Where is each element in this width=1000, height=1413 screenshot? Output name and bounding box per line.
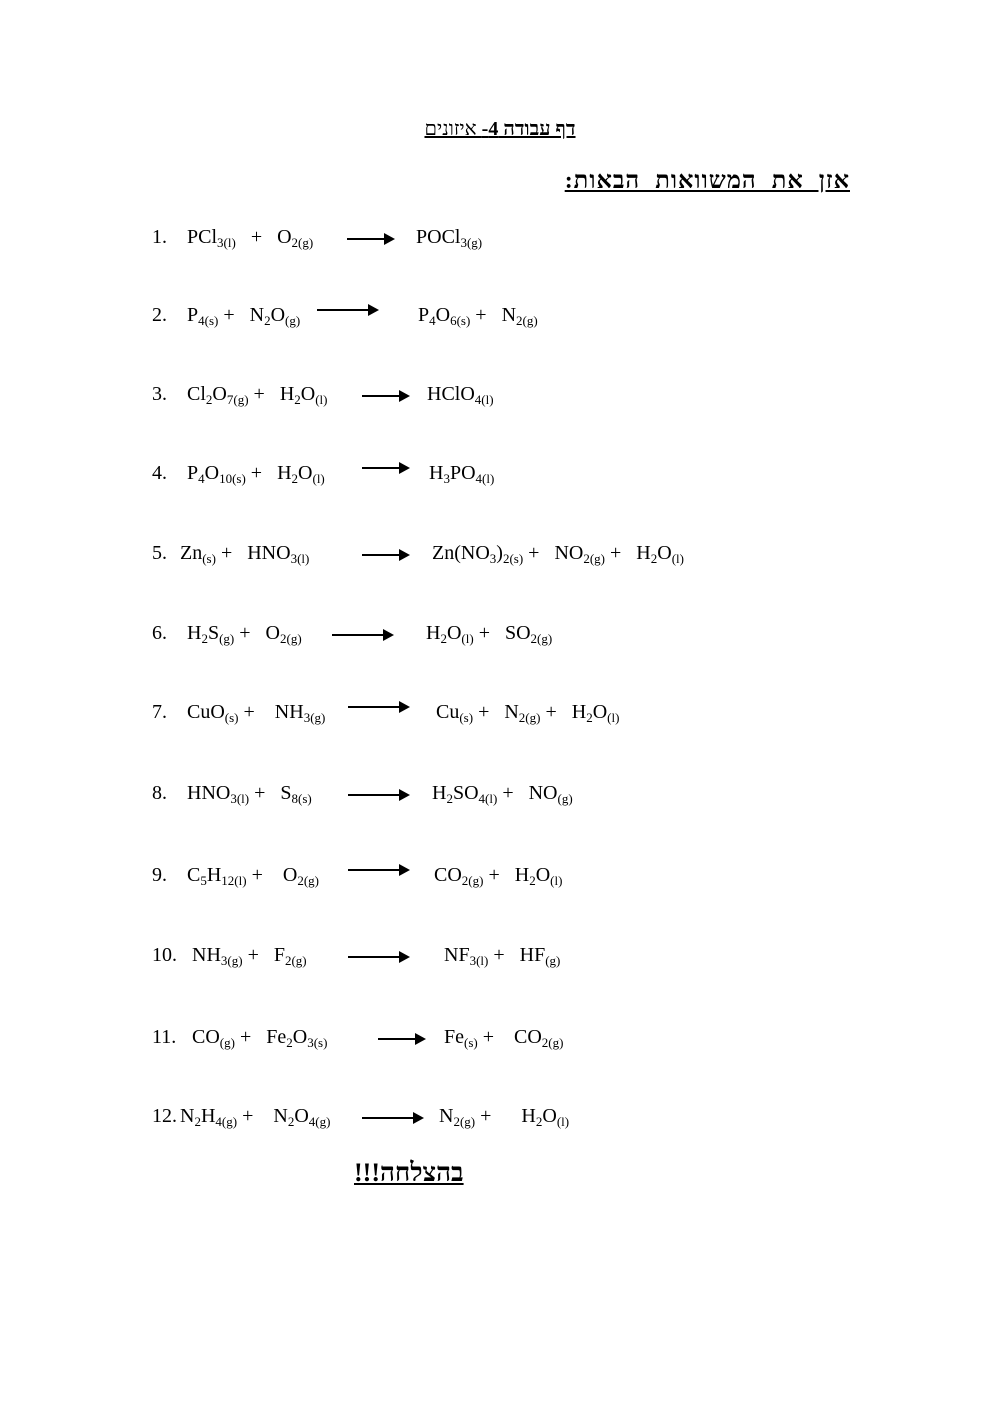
reactant-subscript: 3(g) xyxy=(220,953,243,968)
product-subscript: 6(s) xyxy=(450,313,471,328)
product-subscript: 2(g) xyxy=(518,710,541,725)
equation-line xyxy=(152,1105,852,1139)
product-subscript: 2(g) xyxy=(516,313,538,328)
equation-line xyxy=(152,304,852,338)
equation-number: 10. xyxy=(152,944,177,966)
equation-line xyxy=(152,701,852,735)
reactant-subscript: 3(l) xyxy=(217,235,236,250)
reaction-arrow-icon xyxy=(378,1038,424,1040)
reactant-plus-sign: + xyxy=(235,226,278,248)
reactants xyxy=(192,944,307,967)
reactant-formula-part: N xyxy=(249,304,265,326)
product-subscript: (l) xyxy=(671,551,684,566)
reactants xyxy=(187,701,325,724)
reaction-arrow-icon xyxy=(362,1117,422,1119)
product-plus-sign: + xyxy=(605,542,637,564)
equation-number: 7. xyxy=(152,701,167,723)
reactants xyxy=(192,1026,327,1049)
reactant-subscript: 2 xyxy=(291,471,299,486)
equation-line xyxy=(152,226,852,260)
product-subscript: 3 xyxy=(443,471,450,486)
product-subscript: (s) xyxy=(464,1035,478,1050)
product-plus-sign: + xyxy=(488,944,520,966)
product-subscript: 4(l) xyxy=(475,471,495,486)
reactant-plus-sign: + xyxy=(218,304,250,326)
reactant-subscript: 2(g) xyxy=(284,953,307,968)
product-formula-part: O xyxy=(435,304,451,326)
reactant-subscript: 12(l) xyxy=(221,873,247,888)
reactants xyxy=(187,383,328,406)
reactant-subscript: 2(g) xyxy=(279,631,302,646)
reactant-formula-part: P xyxy=(187,462,199,484)
reactant-formula-part: CO xyxy=(192,1026,220,1048)
equation-line xyxy=(152,864,852,898)
product-plus-sign: + xyxy=(477,1026,514,1048)
product-formula-part: Zn(NO xyxy=(432,542,490,564)
products xyxy=(444,1026,563,1049)
products xyxy=(436,701,619,724)
reactant-plus-sign: + xyxy=(238,701,275,723)
reactant-formula-part: O xyxy=(204,462,220,484)
product-plus-sign: + xyxy=(475,1105,522,1127)
product-subscript: 2 xyxy=(446,791,453,806)
equation-number: 5. xyxy=(152,542,167,564)
reactant-formula-part: Cl xyxy=(187,383,206,405)
reactant-formula-part: P xyxy=(187,304,199,326)
reactant-formula-part: S xyxy=(280,782,292,804)
product-subscript: (g) xyxy=(545,953,561,968)
reactant-subscript: 3(l) xyxy=(290,551,310,566)
reactant-subscript: 3(s) xyxy=(307,1035,328,1050)
reactant-subscript: 2 xyxy=(205,392,213,407)
reactant-formula-part: C xyxy=(187,864,201,886)
product-subscript: (l) xyxy=(461,631,474,646)
product-formula-part: Fe xyxy=(444,1026,464,1048)
equation-line xyxy=(152,1026,852,1060)
product-plus-sign: + xyxy=(473,701,505,723)
product-formula-part: O xyxy=(535,864,551,886)
equation-line xyxy=(152,622,852,656)
product-formula-part: H xyxy=(426,622,441,644)
reactant-subscript: 2 xyxy=(264,313,271,328)
reactant-subscript: 4(g) xyxy=(215,1114,238,1129)
title-bold: דף עבודה 4- xyxy=(481,118,576,140)
product-subscript: 2 xyxy=(535,1114,543,1129)
reactant-subscript: (g) xyxy=(219,1035,235,1050)
reactant-subscript: 2 xyxy=(294,392,301,407)
product-formula-part: HClO xyxy=(427,383,475,405)
product-formula-part: H xyxy=(521,1105,536,1127)
product-subscript: 3(g) xyxy=(460,235,483,250)
product-subscript: 2(g) xyxy=(541,1035,564,1050)
reactant-subscript: 2 xyxy=(287,1114,295,1129)
product-plus-sign: + xyxy=(473,622,505,644)
reactant-subscript: 4 xyxy=(198,471,205,486)
reactant-formula-part: F xyxy=(273,944,285,966)
reactant-formula-part: S xyxy=(207,622,220,644)
product-formula-part: ) xyxy=(496,542,503,564)
reactant-plus-sign: + xyxy=(234,622,266,644)
product-formula-part: HF xyxy=(519,944,546,966)
reactants xyxy=(180,542,309,565)
reaction-arrow-icon xyxy=(347,238,393,240)
reactant-formula-part: O xyxy=(277,226,292,248)
reactant-subscript: 2 xyxy=(201,631,208,646)
reaction-arrow-icon xyxy=(348,794,408,796)
product-subscript: 2(g) xyxy=(453,1114,476,1129)
reactant-subscript: 2(g) xyxy=(297,873,319,888)
product-formula-part: N xyxy=(501,304,517,326)
reactant-subscript: (s) xyxy=(202,551,216,566)
product-formula-part: O xyxy=(542,1105,557,1127)
reactant-subscript: (s) xyxy=(224,710,239,725)
product-subscript: 2(g) xyxy=(583,551,605,566)
products xyxy=(434,864,562,887)
reactants xyxy=(187,782,312,805)
reactants xyxy=(187,226,313,249)
equation-line xyxy=(152,782,852,816)
reactant-formula-part: O xyxy=(282,864,298,886)
reactant-formula-part: O xyxy=(294,1105,309,1127)
reactant-formula-part: NH xyxy=(274,701,304,723)
reaction-arrow-icon xyxy=(362,395,408,397)
reactants xyxy=(180,1105,330,1128)
product-formula-part: NF xyxy=(444,944,470,966)
reactant-plus-sign: + xyxy=(249,782,281,804)
product-subscript: 3(l) xyxy=(469,953,489,968)
reactant-formula-part: O xyxy=(212,383,227,405)
reactant-formula-part: H xyxy=(187,622,202,644)
instructions-heading: אזן את המשוואות הבאות: xyxy=(564,168,850,194)
product-formula-part: P xyxy=(418,304,430,326)
reactant-formula-part: Fe xyxy=(266,1026,287,1048)
equation-line xyxy=(152,462,852,496)
product-formula-part: N xyxy=(504,701,519,723)
equation-number: 11. xyxy=(152,1026,177,1048)
worksheet-title xyxy=(0,118,1000,141)
reactant-subscript: 5 xyxy=(200,873,207,888)
reactant-formula-part: O xyxy=(265,622,280,644)
product-formula-part: NO xyxy=(554,542,584,564)
product-formula-part: POCl xyxy=(416,226,461,248)
product-formula-part: H xyxy=(429,462,444,484)
good-luck-footer: בהצלחה!!! xyxy=(354,1158,464,1187)
product-subscript: (l) xyxy=(607,710,620,725)
reactant-formula-part: H xyxy=(200,1105,216,1127)
equation-number: 12. xyxy=(152,1105,177,1127)
reactant-subscript: 2(g) xyxy=(291,235,314,250)
reactant-formula-part: H xyxy=(206,864,222,886)
product-plus-sign: + xyxy=(540,701,572,723)
reactant-plus-sign: + xyxy=(245,462,278,484)
reactant-subscript: 4(g) xyxy=(308,1114,331,1129)
reaction-arrow-icon xyxy=(362,467,408,469)
reactant-subscript: (l) xyxy=(312,471,325,486)
equation-number: 3. xyxy=(152,383,167,405)
reactants xyxy=(187,462,325,485)
equation-number: 1. xyxy=(152,226,167,248)
products xyxy=(444,944,560,967)
products xyxy=(427,383,494,406)
reaction-arrow-icon xyxy=(362,554,408,556)
reactants xyxy=(187,864,319,887)
product-subscript: 2 xyxy=(650,551,658,566)
reactant-subscript: (l) xyxy=(315,392,328,407)
product-formula-part: H xyxy=(636,542,651,564)
reactant-formula-part: N xyxy=(273,1105,288,1127)
product-formula-part: NO xyxy=(528,782,558,804)
product-subscript: 4 xyxy=(429,313,436,328)
reactant-subscript: 4(s) xyxy=(198,313,219,328)
equation-number: 6. xyxy=(152,622,167,644)
reaction-arrow-icon xyxy=(332,634,392,636)
reactant-subscript: 7(g) xyxy=(226,392,249,407)
reactant-subscript: 3(g) xyxy=(303,710,326,725)
reactant-subscript: 10(s) xyxy=(219,471,246,486)
product-plus-sign: + xyxy=(483,864,515,886)
reactant-plus-sign: + xyxy=(248,383,280,405)
reactant-formula-part: CuO xyxy=(187,701,225,723)
products xyxy=(418,304,538,327)
reactant-formula-part: H xyxy=(279,383,295,405)
reactants xyxy=(187,622,302,645)
products xyxy=(432,782,573,805)
products xyxy=(426,622,552,645)
products xyxy=(432,542,684,565)
product-formula-part: O xyxy=(446,622,462,644)
reactant-formula-part: O xyxy=(298,462,313,484)
product-subscript: 2(g) xyxy=(530,631,553,646)
reactant-plus-sign: + xyxy=(234,1026,267,1048)
reaction-arrow-icon xyxy=(348,869,408,871)
reactant-plus-sign: + xyxy=(215,542,248,564)
product-plus-sign: + xyxy=(470,304,502,326)
product-subscript: 2 xyxy=(586,710,593,725)
product-subscript: 2 xyxy=(440,631,447,646)
reactant-formula-part: O xyxy=(300,383,316,405)
equation-number: 4. xyxy=(152,462,167,484)
reaction-arrow-icon xyxy=(317,309,377,311)
reactant-subscript: 3(l) xyxy=(230,791,250,806)
equation-line xyxy=(152,944,852,978)
reactant-plus-sign: + xyxy=(237,1105,274,1127)
product-subscript: 3 xyxy=(489,551,497,566)
product-subscript: (l) xyxy=(550,873,563,888)
product-formula-part: CO xyxy=(514,1026,542,1048)
product-formula-part: N xyxy=(439,1105,454,1127)
reaction-arrow-icon xyxy=(348,956,408,958)
product-plus-sign: + xyxy=(523,542,555,564)
reactant-plus-sign: + xyxy=(246,864,283,886)
products xyxy=(429,462,494,485)
product-subscript: 2(s) xyxy=(502,551,524,566)
equation-line xyxy=(152,542,852,576)
product-formula-part: SO xyxy=(504,622,531,644)
product-subscript: 4(l) xyxy=(474,392,494,407)
reactant-formula-part: H xyxy=(277,462,292,484)
reactant-plus-sign: + xyxy=(242,944,274,966)
reactant-formula-part: HNO xyxy=(187,782,231,804)
reactant-formula-part: HNO xyxy=(247,542,291,564)
title-rest: איזונים xyxy=(424,118,482,140)
reactant-formula-part: O xyxy=(292,1026,308,1048)
reactant-subscript: (g) xyxy=(219,631,235,646)
reactant-subscript: 8(s) xyxy=(291,791,312,806)
product-subscript: (g) xyxy=(557,791,573,806)
product-formula-part: O xyxy=(657,542,672,564)
reactant-formula-part: O xyxy=(270,304,286,326)
product-formula-part: CO xyxy=(434,864,462,886)
reactant-formula-part: NH xyxy=(192,944,221,966)
reaction-arrow-icon xyxy=(348,706,408,708)
product-subscript: (s) xyxy=(459,710,474,725)
reactant-subscript: 2 xyxy=(194,1114,201,1129)
product-formula-part: Cu xyxy=(436,701,460,723)
equation-number: 2. xyxy=(152,304,167,326)
products xyxy=(416,226,482,249)
reactant-formula-part: PCl xyxy=(187,226,218,248)
reactant-formula-part: Zn xyxy=(180,542,203,564)
reactants xyxy=(187,304,300,327)
product-formula-part: O xyxy=(592,701,608,723)
reactant-subscript: 2 xyxy=(286,1035,293,1050)
product-subscript: 2 xyxy=(529,873,536,888)
products xyxy=(439,1105,569,1128)
product-subscript: (l) xyxy=(556,1114,570,1129)
product-formula-part: H xyxy=(571,701,587,723)
equation-number: 9. xyxy=(152,864,167,886)
reactant-formula-part: N xyxy=(180,1105,195,1127)
product-subscript: 4(l) xyxy=(478,791,498,806)
equation-line xyxy=(152,383,852,417)
reactant-subscript: (g) xyxy=(285,313,301,328)
product-formula-part: H xyxy=(432,782,447,804)
product-plus-sign: + xyxy=(497,782,529,804)
product-subscript: 2(g) xyxy=(461,873,484,888)
equation-number: 8. xyxy=(152,782,167,804)
product-formula-part: H xyxy=(514,864,530,886)
product-formula-part: PO xyxy=(449,462,476,484)
product-formula-part: SO xyxy=(452,782,479,804)
